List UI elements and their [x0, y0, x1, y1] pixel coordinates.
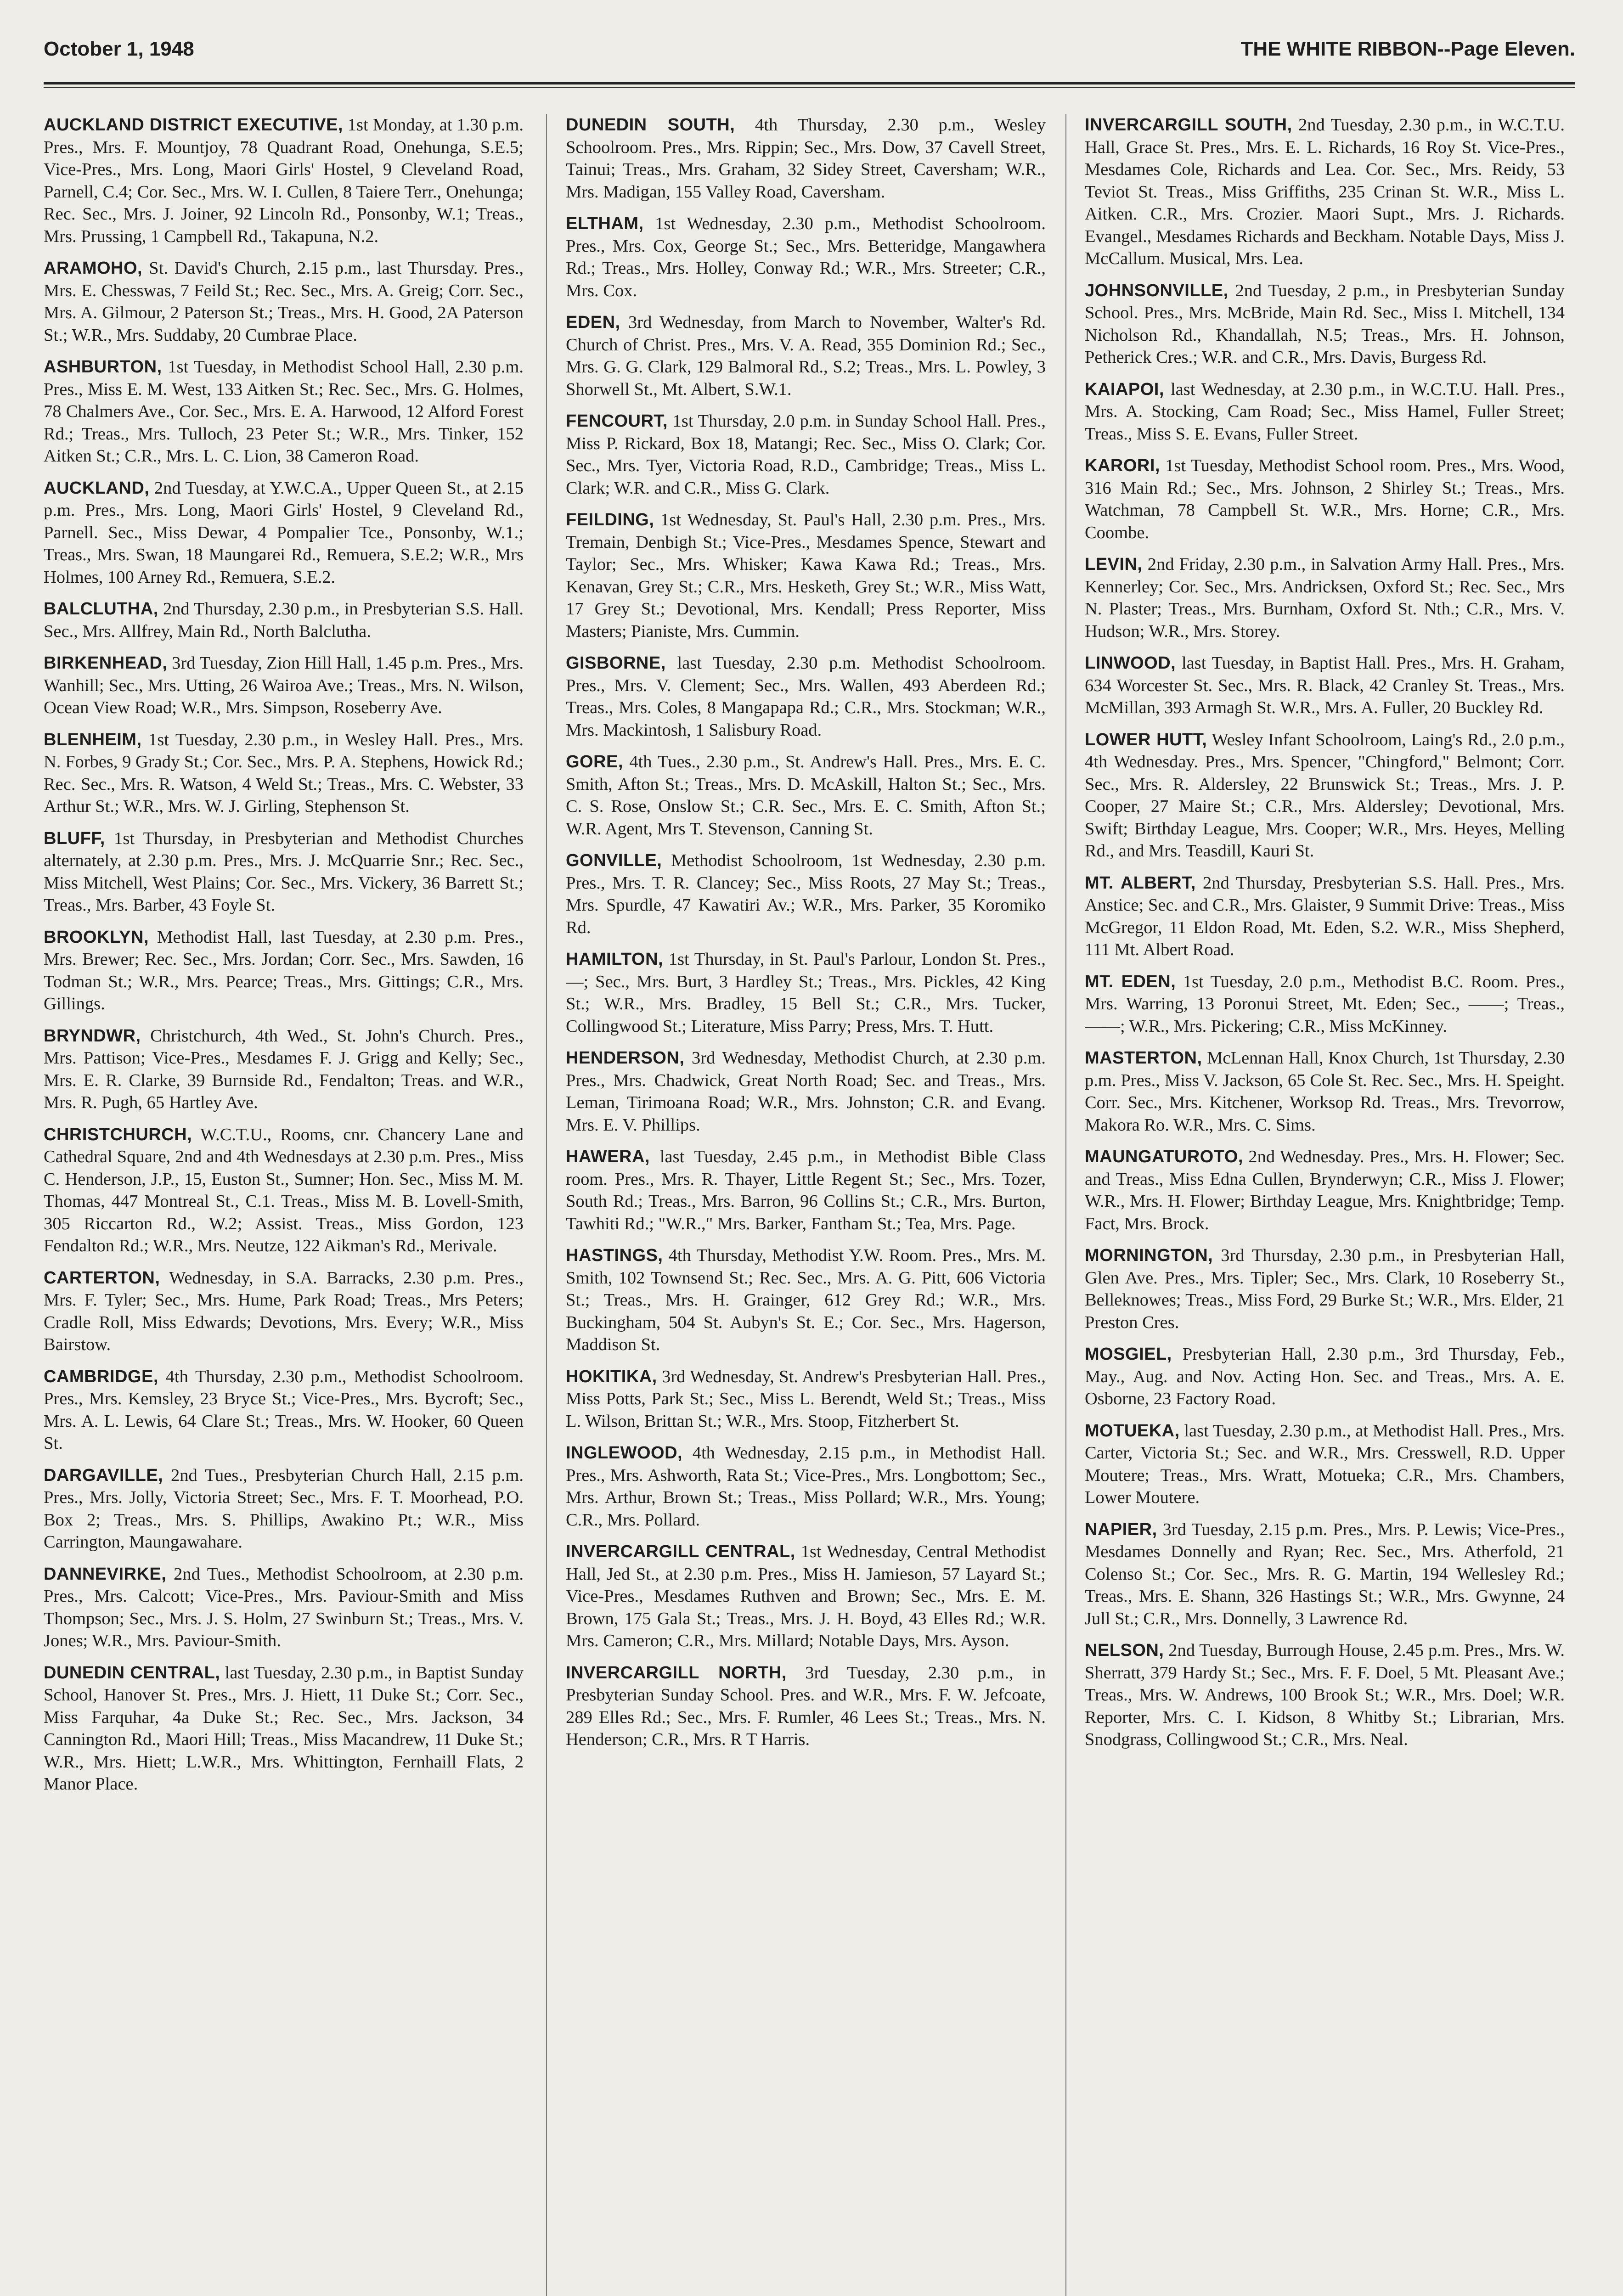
branch-details: last Tuesday, 2.30 p.m., in Baptist Sunday School, Hanover St. Pres., Mrs. J. Hiett, 11 Duke St.; Corr. Sec., Miss Farquhar, 4a Duke St.; Rec. Sec., Mrs. Jackson, 34 Cannington Rd., Maori Hill; Treas., Miss Macandrew, 11 Duke St.; W.R., Mrs. Hiett; L.W.R., Mrs. Whittington, Fernhaill Flats, 2 Manor Place.: [44, 1663, 524, 1794]
branch-details: 2nd Tuesday, at Y.W.C.A., Upper Queen St., at 2.15 p.m. Pres., Mrs. Long, Maori Girls' Hostel, 9 Cleveland Rd., Parnell. Sec., Miss Dewar, 4 Pompalier Tce., Ponsonby, W.1.; Treas., Mrs. Swan, 18 Maungarei Rd., Remuera, S.E.2; W.R., Mrs Holmes, 100 Arney Rd., Remuera, S.E.2.: [44, 478, 524, 587]
branch-details: 3rd Tuesday, 2.30 p.m., in Presbyterian Sunday School. Pres. and W.R., Mrs. F. W. Jefcoate, 289 Elles Rd.; Sec., Mrs. F. Rumler, 46 Lees St.; Treas., Mrs. N. Henderson; C.R., Mrs. R T Harris.: [566, 1663, 1046, 1749]
branch-details: 3rd Wednesday, St. Andrew's Presbyterian Hall. Pres., Miss Potts, Park St.; Sec., Miss L. Berendt, Weld St.; Treas., Miss L. Wilson, Brittan St.; W.R., Mrs. Stoop, Fitzherbert St.: [566, 1367, 1046, 1431]
branch-name: BIRKENHEAD,: [44, 653, 168, 673]
branch-entry: [1085, 729, 1565, 862]
branch-name: INVERCARGILL SOUTH,: [1085, 115, 1292, 135]
branch-details: 1st Thursday, in Presbyterian and Methodist Churches alternately, at 2.30 p.m. Pres., Mrs. J. McQuarrie Snr.; Rec. Sec., Miss Mitchell, West Plains; Cor. Sec., Mrs. Vickery, 36 Barrett St.; Treas., Mrs. Barber, 43 Foyle St.: [44, 828, 524, 915]
branch-details: 1st Tuesday, 2.30 p.m., in Wesley Hall. Pres., Mrs. N. Forbes, 9 Grady St.; Cor. Sec., Mrs. P. A. Stephens, Howick Rd.; Rec. Sec., Mrs. R. Watson, 4 Weld St.; Treas., Mrs. C. Webster, 33 Arthur St.; W.R., Mrs. W. J. Girling, Stephenson St.: [44, 730, 524, 816]
branch-entry: [566, 1442, 1046, 1531]
branch-entry: [44, 729, 524, 818]
branch-name: KAIAPOI,: [1085, 379, 1164, 399]
branch-name: AUCKLAND,: [44, 478, 150, 498]
branch-entry: [1085, 652, 1565, 719]
branch-entry: [44, 257, 524, 346]
branch-name: BLENHEIM,: [44, 730, 142, 749]
branch-entry: [1085, 872, 1565, 961]
branch-entry: [1085, 1639, 1565, 1751]
branch-name: LINWOOD,: [1085, 653, 1176, 673]
branch-entry: [44, 1662, 524, 1795]
branch-entry: [44, 652, 524, 719]
branch-details: 1st Tuesday, 2.0 p.m., Methodist B.C. Room. Pres., Mrs. Warring, 13 Poronui Street, Mt. Eden; Sec., ——; Treas., ——; W.R., Mrs. Pickering; C.R., Miss McKinney.: [1085, 972, 1565, 1036]
branch-name: NAPIER,: [1085, 1519, 1157, 1539]
branch-details: W.C.T.U., Rooms, cnr. Chancery Lane and Cathedral Square, 2nd and 4th Wednesdays at 2.30 p.m. Pres., Miss C. Henderson, J.P., 15, Euston St., Sumner; Hon. Sec., Miss M. M. Thomas, 447 Montreal St., C.1. Treas., Miss M. B. Lovell-Smith, 305 Riccarton Rd., W.2; Assist. Treas., Miss Gordon, 123 Fendalton Rd.; W.R., Mrs. Neutze, 122 Aikman's Rd., Merivale.: [44, 1125, 524, 1255]
branch-details: Wednesday, in S.A. Barracks, 2.30 p.m. Pres., Mrs. F. Tyler; Sec., Mrs. Hume, Park Road; Treas., Mrs Peters; Cradle Roll, Miss Edwards; Devotions, Mrs. Every; W.R., Miss Bairstow.: [44, 1268, 524, 1354]
branch-name: GORE,: [566, 752, 623, 771]
branch-details: 2nd Friday, 2.30 p.m., in Salvation Army Hall. Pres., Mrs. Kennerley; Cor. Sec., Mrs. Andricksen, Oxford St.; Rec. Sec., Mrs N. Plaster; Treas., Mrs. Burnham, Oxford St. Nth.; C.R., Mrs. V. Hudson; W.R., Mrs. Storey.: [1085, 555, 1565, 641]
directory-column-3: [1085, 114, 1565, 2296]
branch-name: ASHBURTON,: [44, 357, 162, 377]
branch-entry: [44, 827, 524, 917]
branch-name: CARTERTON,: [44, 1268, 160, 1288]
branch-entry: [566, 751, 1046, 840]
branch-entry: [566, 410, 1046, 499]
branch-details: 3rd Wednesday, from March to November, Walter's Rd. Church of Christ. Pres., Mrs. V. A. Read, 355 Dominion Rd.; Sec., Mrs. G. G. Clark, 129 Balmoral Rd., S.2; Treas., Mrs. L. Powley, 3 Shorwell St., Mt. Albert, S.W.1.: [566, 313, 1046, 399]
column-divider: [1065, 114, 1066, 2296]
branch-entry: [1085, 114, 1565, 270]
branch-entry: [1085, 553, 1565, 642]
branch-entry: [566, 652, 1046, 741]
branch-name: INVERCARGILL CENTRAL,: [566, 1542, 795, 1561]
branch-entry: [566, 213, 1046, 302]
branch-entry: [566, 1047, 1046, 1136]
branch-name: HENDERSON,: [566, 1048, 685, 1068]
publication-title: THE WHITE RIBBON--Page Eleven.: [1240, 38, 1575, 60]
branch-entry: [1085, 1244, 1565, 1334]
branch-entry: [44, 114, 524, 248]
branch-name: FEILDING,: [566, 510, 654, 529]
branch-details: 4th Thursday, 2.30 p.m., Wesley Schoolroom. Pres., Mrs. Rippin; Sec., Mrs. Dow, 37 Cavell Street, Tainui; Treas., Mrs. Graham, 32 Sidey Street, Caversham; W.R., Mrs. Madigan, 155 Valley Road, Caversham.: [566, 115, 1046, 202]
branch-details: 2nd Wednesday. Pres., Mrs. H. Flower; Sec. and Treas., Miss Edna Cullen, Brynderwyn; C.R., Miss J. Flower; W.R., Mrs. H. Flower; Birthday League, Mrs. Knightbridge; Temp. Fact, Mrs. Brock.: [1085, 1147, 1565, 1233]
branch-details: 2nd Thursday, Presbyterian S.S. Hall. Pres., Mrs. Anstice; Sec. and C.R., Mrs. Glaister, 9 Summit Drive: Treas., Miss McGregor, 11 Eldon Road, Mt. Eden, S.2. W.R., Miss Shepherd, 111 Mt. Albert Road.: [1085, 873, 1565, 959]
branch-details: 1st Tuesday, in Methodist School Hall, 2.30 p.m. Pres., Miss E. M. West, 133 Aitken St.; Rec. Sec., Mrs. G. Holmes, 78 Chalmers Ave., Cor. Sec., Mrs. E. A. Harwood, 12 Alford Forest Rd.; Treas., Mrs. Tulloch, 23 Peter St.; W.R., Mrs. Tinker, 152 Aitken St.; C.R., Mrs. L. C. Lion, 38 Cameron Road.: [44, 357, 524, 466]
branch-details: Wesley Infant Schoolroom, Laing's Rd., 2.0 p.m., 4th Wednesday. Pres., Mrs. Spencer, "Chingford," Belmont; Corr. Sec., Mrs. R. Aldersley, 22 Brunswick St.; Treas., Mrs. J. P. Cooper, 27 Maire St.; C.R., Mrs. Aldersley; Devotional, Mrs. Swift; Birthday League, Mrs. Cooper; W.R., Mrs. Heyes, Melling Rd., and Mrs. Teasdill, Kauri St.: [1085, 730, 1565, 861]
branch-entry: [566, 311, 1046, 400]
branch-details: last Tuesday, 2.30 p.m., at Methodist Hall. Pres., Mrs. Carter, Victoria St.; Sec. and W.R., Mrs. Cresswell, R.D. Upper Moutere; Treas., Mrs. Wratt, Motueka; C.R., Mrs. Chambers, Lower Moutere.: [1085, 1421, 1565, 1507]
branch-name: LOWER HUTT,: [1085, 730, 1207, 749]
branch-name: NELSON,: [1085, 1641, 1164, 1660]
branch-name: BRYNDWR,: [44, 1026, 141, 1046]
branch-name: HAWERA,: [566, 1147, 650, 1166]
branch-details: McLennan Hall, Knox Church, 1st Thursday, 2.30 p.m. Pres., Miss V. Jackson, 65 Cole St. Rec. Sec., Mrs. H. Speight. Corr. Sec., Mrs. Kitchener, Worksop Rd. Treas., Mrs. Trevorrow, Makora Ro. W.R., Mrs. C. Sims.: [1085, 1048, 1565, 1135]
branch-name: DUNEDIN SOUTH,: [566, 115, 735, 135]
branch-entry: [1085, 1343, 1565, 1410]
branch-details: 3rd Tuesday, Zion Hill Hall, 1.45 p.m. Pres., Mrs. Wanhill; Sec., Mrs. Utting, 26 Wairoa Ave.; Treas., Mrs. N. Wilson, Ocean View Road; W.R., Mrs. Simpson, Roseberry Ave.: [44, 653, 524, 717]
branch-name: AUCKLAND DISTRICT EXECUTIVE,: [44, 115, 343, 135]
branch-entry: [566, 1244, 1046, 1356]
branch-details: 3rd Thursday, 2.30 p.m., in Presbyterian Hall, Glen Ave. Pres., Mrs. Tipler; Sec., Mrs. Clark, 10 Roseberry St., Belleknowes; Treas., Miss Ford, 29 Burke St.; W.R., Mrs. Elder, 21 Preston Cres.: [1085, 1246, 1565, 1332]
branch-entry: [44, 356, 524, 467]
issue-date: October 1, 1948: [44, 38, 194, 60]
branch-entry: [566, 1662, 1046, 1751]
header-rule: [44, 82, 1575, 84]
branch-details: 3rd Wednesday, Methodist Church, at 2.30 p.m. Pres., Mrs. Chadwick, Great North Road; Sec. and Treas., Mrs. Leman, Tirimoana Road; W.R., Mrs. Johnston; C.R. and Evang. Mrs. E. V. Phillips.: [566, 1048, 1046, 1135]
branch-name: DARGAVILLE,: [44, 1465, 163, 1485]
branch-entry: [44, 1124, 524, 1257]
branch-name: MAUNGATUROTO,: [1085, 1147, 1243, 1166]
branch-name: ARAMOHO,: [44, 259, 143, 278]
branch-name: HOKITIKA,: [566, 1367, 657, 1386]
branch-entry: [566, 509, 1046, 642]
branch-entry: [1085, 378, 1565, 445]
branch-name: JOHNSONVILLE,: [1085, 281, 1229, 300]
branch-name: INVERCARGILL NORTH,: [566, 1663, 787, 1683]
branch-name: MASTERTON,: [1085, 1048, 1202, 1068]
branch-entry: [1085, 1420, 1565, 1509]
branch-name: BALCLUTHA,: [44, 599, 158, 619]
branch-name: FENCOURT,: [566, 411, 668, 431]
branch-name: CHRISTCHURCH,: [44, 1125, 192, 1144]
branch-name: MT. EDEN,: [1085, 972, 1176, 991]
branch-details: 2nd Tues., Presbyterian Church Hall, 2.15 p.m. Pres., Mrs. Jolly, Victoria Street; Sec., Mrs. F. T. Moorhead, P.O. Box 2; Treas., Mrs. S. Phillips, Awakino Pt.; W.R., Miss Carrington, Maungawahare.: [44, 1465, 524, 1552]
branch-entry: [44, 477, 524, 589]
branch-entry: [44, 926, 524, 1015]
branch-details: 1st Thursday, 2.0 p.m. in Sunday School Hall. Pres., Miss P. Rickard, Box 18, Matangi; Rec. Sec., Miss O. Clark; Cor. Sec., Mrs. Tyer, Victoria Road, R.D., Cambridge; Treas., Miss L. Clark; W.R. and C.R., Miss G. Clark.: [566, 411, 1046, 498]
branch-name: GONVILLE,: [566, 851, 662, 870]
branch-details: 3rd Tuesday, 2.15 p.m. Pres., Mrs. P. Lewis; Vice-Pres., Mesdames Donnelly and Ryan; Rec. Sec., Mrs. Atherfold, 21 Colenso St.; Cor. Sec., Mrs. R. G. Martin, 194 Wellesley Rd.; Treas., Mrs. E. Shann, 326 Hastings St.; W.R., Mrs. Gwynne, 24 Jull St.; C.R., Mrs. Donnelly, 3 Lawrence Rd.: [1085, 1519, 1565, 1628]
branch-entry: [44, 1025, 524, 1114]
branch-name: ELTHAM,: [566, 214, 644, 233]
branch-details: Presbyterian Hall, 2.30 p.m., 3rd Thursday, Feb., May., Aug. and Nov. Acting Hon. Sec. and Treas., Mrs. A. E. Osborne, 23 Factory Road.: [1085, 1345, 1565, 1408]
branch-name: GISBORNE,: [566, 653, 666, 673]
branch-entry: [566, 114, 1046, 203]
branch-details: 2nd Tuesday, Burrough House, 2.45 p.m. Pres., Mrs. W. Sherratt, 379 Hardy St.; Sec., Mrs. F. F. Doel, 5 Mt. Pleasant Ave.; Treas., Mrs. W. Andrews, 100 Brook St.; W.R., Mrs. Doel; W.R. Reporter, Mrs. C. I. Kidson, 8 Whitby St.; Librarian, Mrs. Snodgrass, Collingwood St.; C.R., Mrs. Neal.: [1085, 1641, 1565, 1749]
branch-entry: [1085, 280, 1565, 369]
branch-name: MT. ALBERT,: [1085, 873, 1196, 893]
branch-details: Methodist Schoolroom, 1st Wednesday, 2.30 p.m. Pres., Mrs. T. R. Clancey; Sec., Miss Roots, 27 May St.; Treas., Mrs. Spurdle, 47 Kawatiri Av.; W.R., Mrs. Parker, 35 Koromiko Rd.: [566, 851, 1046, 937]
branch-details: 1st Tuesday, Methodist School room. Pres., Mrs. Wood, 316 Main Rd.; Sec., Mrs. Johnson, 2 Shirley St.; Treas., Mrs. Watchman, 78 Campbell St. W.R., Mrs. Horne; C.R., Mrs. Coombe.: [1085, 456, 1565, 542]
branch-details: 2nd Tuesday, 2 p.m., in Presbyterian Sunday School. Pres., Mrs. McBride, Main Rd. Sec., Miss I. Mitchell, 134 Nicholson Rd., Khandallah, N.5; Treas., Mrs. H. Johnson, Petherick Cres.; W.R. and C.R., Mrs. Davis, Burgess Rd.: [1085, 281, 1565, 367]
branch-name: BLUFF,: [44, 828, 105, 848]
branch-details: last Tuesday, 2.45 p.m., in Methodist Bible Class room. Pres., Mrs. R. Thayer, Little Regent St.; Sec., Mrs. Tozer, South Rd.; Treas., Mrs. Barron, 96 Collins St.; C.R., Mrs. Burton, Tawhiti Rd.; "W.R.," Mrs. Barker, Fantham St.; Tea, Mrs. Page.: [566, 1147, 1046, 1233]
branch-name: LEVIN,: [1085, 555, 1143, 574]
branch-entry: [44, 1267, 524, 1356]
branch-details: Methodist Hall, last Tuesday, at 2.30 p.m. Pres., Mrs. Brewer; Rec. Sec., Mrs. Jordan; Corr. Sec., Mrs. Sawden, 16 Todman St.; W.R., Mrs. Pearce; Treas., Mrs. Gittings; C.R., Mrs. Gillings.: [44, 927, 524, 1013]
branch-details: last Tuesday, in Baptist Hall. Pres., Mrs. H. Graham, 634 Worcester St. Sec., Mrs. R. Black, 42 Cranley St. Treas., Mrs. McMillan, 393 Armagh St. W.R., Mrs. A. Fuller, 20 Buckley Rd.: [1085, 653, 1565, 717]
branch-name: KARORI,: [1085, 456, 1160, 475]
branch-name: MORNINGTON,: [1085, 1246, 1213, 1265]
branch-entry: [566, 1146, 1046, 1235]
branch-details: St. David's Church, 2.15 p.m., last Thursday. Pres., Mrs. E. Chesswas, 7 Feild St.; Rec. Sec., Mrs. A. Greig; Corr. Sec., Mrs. A. Gilmour, 2 Paterson St.; Treas., Mrs. H. Good, 2A Paterson St.; W.R., Mrs. Suddaby, 20 Cumbrae Place.: [44, 259, 524, 345]
branch-entry: [1085, 455, 1565, 544]
branch-entry: [44, 1366, 524, 1455]
branch-details: 4th Wednesday, 2.15 p.m., in Methodist Hall. Pres., Mrs. Ashworth, Rata St.; Vice-Pres., Mrs. Longbottom; Sec., Mrs. Arthur, Brown St.; Treas., Miss Pollard; W.R., Mrs. Young; C.R., Mrs. Pollard.: [566, 1443, 1046, 1530]
branch-entry: [566, 850, 1046, 939]
branch-entry: [1085, 1047, 1565, 1136]
branch-entry: [1085, 1519, 1565, 1630]
branch-name: DANNEVIRKE,: [44, 1564, 167, 1584]
branch-details: 4th Thursday, Methodist Y.W. Room. Pres., Mrs. M. Smith, 102 Townsend St.; Rec. Sec., Mrs. A. G. Pitt, 606 Victoria St.; Treas., Mrs. H. Grainger, 612 Grey Rd.; W.R., Mrs. Buckingham, 504 St. Aubyn's St. E.; Cor. Sec., Mrs. Hagerson, Maddison St.: [566, 1246, 1046, 1354]
branch-details: last Tuesday, 2.30 p.m. Methodist Schoolroom. Pres., Mrs. V. Clement; Sec., Mrs. Wallen, 493 Aberdeen Rd.; Treas., Mrs. Coles, 8 Mangapapa Rd.; C.R., Mrs. Stockman; W.R., Mrs. Mackintosh, 1 Salisbury Road.: [566, 653, 1046, 740]
branch-entry: [44, 1563, 524, 1652]
branch-name: BROOKLYN,: [44, 927, 149, 947]
branch-details: 2nd Tuesday, 2.30 p.m., in W.C.T.U. Hall, Grace St. Pres., Mrs. E. L. Richards, 16 Roy St. Vice-Pres., Mesdames Cole, Richards and Lea. Cor. Sec., Mrs. Reidy, 53 Teviot St. Treas., Miss Griffiths, 235 Crinan St. W.R., Miss L. Aitken. C.R., Mrs. Crozier. Maori Supt., Mrs. J. Richards. Evangel., Mesdames Richards and Beckham. Notable Days, Miss J. McCallum. Musical, Mrs. Lea.: [1085, 115, 1565, 268]
branch-name: INGLEWOOD,: [566, 1443, 683, 1463]
branch-details: 4th Thursday, 2.30 p.m., Methodist Schoolroom. Pres., Mrs. Kemsley, 23 Bryce St.; Vice-Pres., Mrs. Bycroft; Sec., Mrs. A. L. Lewis, 64 Clare St.; Treas., Mrs. W. Hooker, 60 Queen St.: [44, 1367, 524, 1453]
branch-entry: [1085, 1146, 1565, 1235]
directory-column-1: [44, 114, 524, 2296]
branch-name: DUNEDIN CENTRAL,: [44, 1663, 220, 1683]
branch-name: MOSGIEL,: [1085, 1345, 1172, 1364]
directory-column-2: [566, 114, 1046, 2296]
branch-details: Christchurch, 4th Wed., St. John's Church. Pres., Mrs. Pattison; Vice-Pres., Mesdames F. J. Grigg and Kelly; Sec., Mrs. E. R. Clarke, 39 Burnside Rd., Fendalton; Treas. and W.R., Mrs. R. Pugh, 65 Hartley Ave.: [44, 1026, 524, 1112]
header-rule-thin: [44, 87, 1575, 88]
branch-name: EDEN,: [566, 313, 620, 332]
branch-details: 2nd Thursday, 2.30 p.m., in Presbyterian S.S. Hall. Sec., Mrs. Allfrey, Main Rd., North Balclutha.: [44, 599, 524, 641]
branch-details: 4th Tues., 2.30 p.m., St. Andrew's Hall. Pres., Mrs. E. C. Smith, Afton St.; Treas., Mrs. D. McAskill, Halton St.; Sec., Mrs. C. S. Rose, Onslow St.; C.R. Sec., Mrs. E. C. Smith, Afton St.; W.R. Agent, Mrs T. Stevenson, Canning St.: [566, 752, 1046, 838]
branch-entry: [1085, 971, 1565, 1038]
branch-details: 2nd Tues., Methodist Schoolroom, at 2.30 p.m. Pres., Mrs. Calcott; Vice-Pres., Mrs. Paviour-Smith and Miss Thompson; Sec., Mrs. J. S. Holm, 27 Swinburn St.; Treas., Mrs. V. Jones; W.R., Mrs. Paviour-Smith.: [44, 1564, 524, 1650]
branch-details: 1st Wednesday, Central Methodist Hall, Jed St., at 2.30 p.m. Pres., Miss H. Jamieson, 57 Layard St.; Vice-Pres., Mesdames Ruthven and Brown; Sec., Mrs. E. M. Brown, 175 Gala St.; Treas., Mrs. J. H. Boyd, 43 Elles Rd.; W.R. Mrs. Cameron; C.R., Mrs. Millard; Notable Days, Mrs. Ayson.: [566, 1542, 1046, 1650]
branch-entry: [44, 1464, 524, 1553]
branch-entry: [566, 948, 1046, 1037]
branch-details: 1st Monday, at 1.30 p.m. Pres., Mrs. F. Mountjoy, 78 Quadrant Road, Onehunga, S.E.5; Vice-Pres., Mrs. Long, Maori Girls' Hostel, 9 Cleveland Road, Parnell, C.4; Cor. Sec., Mrs. W. I. Cullen, 8 Taiere Terr., Onehunga; Rec. Sec., Mrs. J. Joiner, 92 Lincoln Rd., Ponsonby, W.1; Treas., Mrs. Prussing, 1 Campbell Rd., Takapuna, N.2.: [44, 115, 524, 246]
branch-name: HAMILTON,: [566, 950, 664, 969]
branch-entry: [566, 1541, 1046, 1652]
branch-details: 1st Wednesday, 2.30 p.m., Methodist Schoolroom. Pres., Mrs. Cox, George St.; Sec., Mrs. Betteridge, Mangawhera Rd.; Treas., Mrs. Holley, Conway Rd.; W.R., Mrs. Streeter; C.R., Mrs. Cox.: [566, 214, 1046, 300]
branch-name: CAMBRIDGE,: [44, 1367, 158, 1386]
branch-details: 1st Thursday, in St. Paul's Parlour, London St. Pres., —; Sec., Mrs. Burt, 3 Hardley St.; Treas., Mrs. Pickles, 42 King St.; W.R., Mrs. Bradley, 15 Bell St.; C.R., Mrs. Tucker, Collingwood St.; Literature, Miss Parry; Press, Mrs. T. Hutt.: [566, 950, 1046, 1036]
branch-details: 1st Wednesday, St. Paul's Hall, 2.30 p.m. Pres., Mrs. Tremain, Denbigh St.; Vice-Pres., Mesdames Spence, Stewart and Taylor; Sec., Mrs. Whisker; Kawa Kawa Rd.; Treas., Mrs. Kenavan, Grey St.; C.R., Mrs. Hesketh, Grey St.; W.R., Miss Watt, 17 Grey St.; Devotional, Mrs. Kendall; Press Reporter, Miss Masters; Pianiste, Mrs. Cummin.: [566, 510, 1046, 641]
page-header: [44, 33, 1575, 70]
branch-details: last Wednesday, at 2.30 p.m., in W.C.T.U. Hall. Pres., Mrs. A. Stocking, Cam Road; Sec., Miss Hamel, Fuller Street; Treas., Miss S. E. Evans, Fuller Street.: [1085, 379, 1565, 444]
branch-name: MOTUEKA,: [1085, 1421, 1180, 1441]
branch-name: HASTINGS,: [566, 1246, 663, 1265]
branch-entry: [44, 598, 524, 642]
branch-entry: [566, 1366, 1046, 1433]
column-divider: [546, 114, 547, 2296]
